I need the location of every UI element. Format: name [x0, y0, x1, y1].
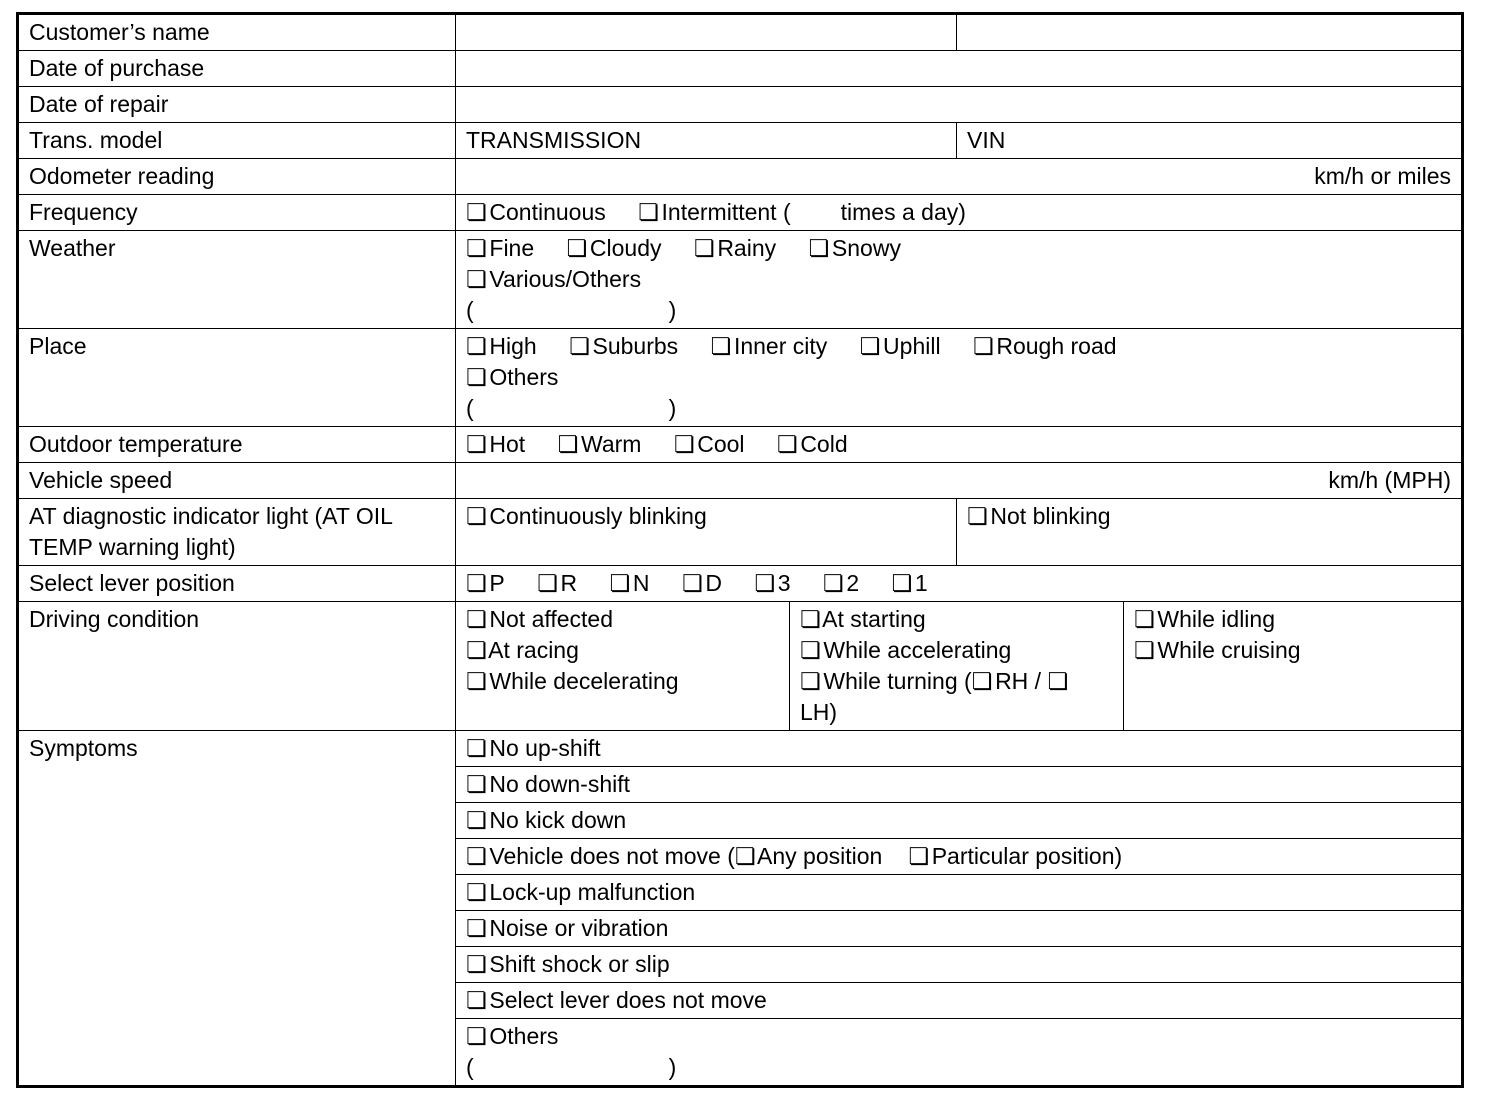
label-at-indicator: AT diagnostic indicator light (AT OIL TEMP warning light)	[18, 499, 456, 566]
row-place	[18, 329, 1463, 427]
option-cloudy[interactable]	[567, 235, 662, 261]
row-vehicle-speed	[18, 463, 1463, 499]
paren-close: )	[668, 395, 677, 421]
date-repair-field[interactable]	[456, 87, 1463, 123]
option-label: Others	[489, 364, 559, 390]
option-label: N	[632, 570, 650, 596]
option-label: Intermittent (	[661, 199, 791, 225]
checkbox-icon[interactable]: ❏	[466, 266, 487, 292]
option-at-racing[interactable]	[466, 635, 779, 666]
option-continuous[interactable]	[466, 199, 606, 225]
option-not-affected[interactable]	[466, 604, 779, 635]
checkbox-icon[interactable]: ❏	[673, 431, 695, 457]
checkbox-icon[interactable]: ❏	[693, 235, 715, 261]
checkbox-icon[interactable]: ❏	[908, 843, 929, 869]
option-label: Vehicle does not move (	[489, 843, 735, 869]
option-not-blinking[interactable]	[967, 503, 1111, 529]
option-intermittent[interactable]	[638, 199, 966, 225]
option-label: At racing	[488, 637, 579, 663]
checkbox-icon[interactable]: ❏	[808, 235, 830, 261]
row-at-indicator	[18, 499, 1463, 566]
checkbox-icon[interactable]: ❏	[466, 570, 487, 596]
option-label: Any position	[757, 843, 883, 869]
label-trans-model: Trans. model	[18, 123, 456, 159]
option-lever-1[interactable]	[892, 570, 928, 596]
label-symptoms: Symptoms	[18, 731, 456, 1087]
option-label: LH)	[800, 699, 838, 725]
row-date-repair	[18, 87, 1463, 123]
option-label: 2	[846, 570, 860, 596]
option-label: While idling	[1157, 606, 1275, 632]
option-label: Various/Others	[489, 266, 642, 292]
customer-name-field[interactable]	[456, 14, 957, 51]
label-date-purchase: Date of purchase	[18, 51, 456, 87]
row-weather	[18, 231, 1463, 329]
option-lever-d[interactable]	[682, 570, 722, 596]
worksheet-table	[16, 12, 1464, 1088]
checkbox-icon[interactable]: ❏	[710, 333, 732, 359]
option-rainy[interactable]	[694, 235, 776, 261]
label-driving-condition: Driving condition	[18, 602, 456, 731]
checkbox-icon[interactable]: ❏	[566, 235, 588, 261]
lever-options	[456, 566, 1463, 602]
option-label: Suburbs	[592, 333, 679, 359]
option-label: Not affected	[489, 606, 613, 632]
checkbox-icon[interactable]: ❏	[822, 570, 844, 596]
option-continuously-blinking[interactable]	[466, 503, 707, 529]
checkbox-icon[interactable]: ❏	[967, 503, 988, 529]
checkbox-icon[interactable]: ❏	[466, 503, 487, 529]
label-weather: Weather	[18, 231, 456, 329]
row-trans-model	[18, 123, 1463, 159]
option-others[interactable]	[466, 364, 558, 390]
option-at-starting[interactable]	[800, 604, 1113, 635]
vin-field[interactable]	[957, 123, 1463, 159]
paren-close: )	[668, 1054, 677, 1080]
diagnostic-worksheet	[16, 12, 1461, 1088]
option-while-idling[interactable]	[1134, 604, 1451, 635]
option-rough-road[interactable]	[973, 333, 1117, 359]
option-label: Cool	[697, 431, 745, 457]
temperature-options	[456, 427, 1463, 463]
option-lever-n[interactable]	[610, 570, 650, 596]
checkbox-icon[interactable]: ❏	[466, 1023, 487, 1049]
option-lever-not-move[interactable]	[456, 983, 1463, 1019]
place-options	[456, 329, 1463, 427]
checkbox-icon[interactable]: ❏	[609, 570, 631, 596]
option-label: While accelerating	[823, 637, 1012, 663]
checkbox-icon[interactable]: ❏	[1047, 668, 1069, 694]
option-hot[interactable]	[466, 431, 525, 457]
checkbox-icon[interactable]: ❏	[466, 333, 487, 359]
option-label: Fine	[489, 235, 535, 261]
checkbox-icon[interactable]: ❏	[466, 637, 487, 663]
checkbox-icon[interactable]: ❏	[1134, 637, 1155, 663]
option-label: times a day)	[840, 199, 966, 225]
vehicle-speed-field[interactable]	[456, 463, 1463, 499]
place-other-blank[interactable]	[466, 393, 1451, 424]
option-inner-city[interactable]	[711, 333, 828, 359]
option-label: Continuous	[489, 199, 606, 225]
symptom-other-blank[interactable]	[466, 1052, 1451, 1083]
paren-open: (	[466, 395, 474, 421]
checkbox-icon[interactable]: ❏	[859, 333, 881, 359]
option-while-decelerating[interactable]	[466, 666, 779, 697]
option-fine[interactable]	[466, 235, 534, 261]
option-label: High	[489, 333, 537, 359]
option-label: 3	[777, 570, 791, 596]
checkbox-icon[interactable]: ❏	[466, 606, 487, 632]
checkbox-icon[interactable]: ❏	[972, 333, 994, 359]
checkbox-icon[interactable]: ❏	[776, 431, 798, 457]
checkbox-icon[interactable]: ❏	[466, 879, 487, 905]
option-label: R	[560, 570, 578, 596]
driving-col-3	[1124, 602, 1463, 731]
label-frequency: Frequency	[18, 195, 456, 231]
checkbox-icon[interactable]: ❏	[466, 735, 487, 761]
option-label: While cruising	[1157, 637, 1301, 663]
option-lockup[interactable]	[456, 875, 1463, 911]
option-label: Others	[489, 1023, 559, 1049]
option-label: Inner city	[733, 333, 828, 359]
speed-unit: km/h (MPH)	[1328, 467, 1451, 493]
row-date-purchase	[18, 51, 1463, 87]
checkbox-icon[interactable]: ❏	[466, 843, 487, 869]
option-label: Cloudy	[589, 235, 662, 261]
option-label: Noise or vibration	[489, 915, 669, 941]
option-label: Hot	[489, 431, 526, 457]
option-label: Not blinking	[990, 503, 1111, 529]
option-while-turning[interactable]	[800, 666, 1113, 728]
option-label: 1	[914, 570, 928, 596]
checkbox-icon[interactable]: ❏	[466, 668, 487, 694]
checkbox-icon[interactable]: ❏	[1134, 606, 1155, 632]
option-label: D	[705, 570, 722, 596]
checkbox-icon[interactable]: ❏	[800, 668, 821, 694]
checkbox-icon[interactable]: ❏	[466, 431, 487, 457]
weather-other-blank[interactable]	[466, 295, 1451, 326]
label-odometer: Odometer reading	[18, 159, 456, 195]
option-label: Particular position)	[931, 843, 1123, 869]
option-no-upshift[interactable]	[456, 731, 1463, 767]
row-symptom-1	[18, 731, 1463, 767]
label-select-lever: Select lever position	[18, 566, 456, 602]
option-warm[interactable]	[558, 431, 642, 457]
indicator-option-cell-1	[456, 499, 957, 566]
option-label: No down-shift	[489, 771, 631, 797]
option-label: Shift shock or slip	[489, 951, 670, 977]
option-vehicle-no-move[interactable]	[456, 839, 1463, 875]
option-shift-shock[interactable]	[456, 947, 1463, 983]
option-lever-r[interactable]	[537, 570, 577, 596]
option-lever-p[interactable]	[466, 570, 505, 596]
row-driving-condition	[18, 602, 1463, 731]
date-purchase-field[interactable]	[456, 51, 1463, 87]
paren-close: )	[668, 297, 677, 323]
option-label: While decelerating	[489, 668, 679, 694]
option-label: Rough road	[996, 333, 1117, 359]
row-select-lever	[18, 566, 1463, 602]
option-while-accelerating[interactable]	[800, 635, 1113, 666]
checkbox-icon[interactable]: ❏	[734, 843, 756, 869]
checkbox-icon[interactable]: ❏	[638, 199, 659, 225]
option-label: Select lever does not move	[489, 987, 767, 1013]
label-outdoor-temperature: Outdoor temperature	[18, 427, 456, 463]
option-suburbs[interactable]	[569, 333, 678, 359]
checkbox-icon[interactable]: ❏	[466, 364, 487, 390]
label-date-repair: Date of repair	[18, 87, 456, 123]
checkbox-icon[interactable]: ❏	[466, 199, 487, 225]
driving-col-2	[790, 602, 1124, 731]
checkbox-icon[interactable]: ❏	[466, 987, 487, 1013]
option-label: Uphill	[883, 333, 941, 359]
paren-open: (	[466, 1054, 474, 1080]
transmission-label: TRANSMISSION	[466, 127, 642, 153]
checkbox-icon[interactable]: ❏	[800, 606, 821, 632]
option-label: Lock-up malfunction	[489, 879, 696, 905]
option-lever-3[interactable]	[754, 570, 790, 596]
option-symptom-others[interactable]	[456, 1019, 1463, 1087]
checkbox-icon[interactable]: ❏	[971, 668, 993, 694]
option-label: While turning (	[823, 668, 972, 694]
checkbox-icon[interactable]: ❏	[800, 637, 821, 663]
option-various[interactable]	[466, 266, 641, 292]
option-snowy[interactable]	[809, 235, 901, 261]
option-label: P	[489, 570, 505, 596]
row-outdoor-temperature	[18, 427, 1463, 463]
option-label: Warm	[580, 431, 642, 457]
checkbox-icon[interactable]: ❏	[891, 570, 913, 596]
checkbox-icon[interactable]: ❏	[754, 570, 775, 596]
option-label: Continuously blinking	[489, 503, 707, 529]
option-no-kickdown[interactable]	[456, 803, 1463, 839]
driving-col-1	[456, 602, 790, 731]
checkbox-icon[interactable]: ❏	[537, 570, 558, 596]
option-uphill[interactable]	[860, 333, 941, 359]
option-no-downshift[interactable]	[456, 767, 1463, 803]
checkbox-icon[interactable]: ❏	[466, 771, 487, 797]
option-high[interactable]	[466, 333, 537, 359]
option-while-cruising[interactable]	[1134, 635, 1451, 666]
label-place: Place	[18, 329, 456, 427]
paren-open: (	[466, 297, 474, 323]
option-label: RH /	[995, 668, 1042, 694]
option-label: No up-shift	[489, 735, 601, 761]
option-label: No kick down	[489, 807, 627, 833]
checkbox-icon[interactable]: ❏	[569, 333, 590, 359]
odometer-field[interactable]	[456, 159, 1463, 195]
checkbox-icon[interactable]: ❏	[466, 951, 487, 977]
odometer-unit: km/h or miles	[1314, 163, 1451, 189]
indicator-option-cell-2	[957, 499, 1463, 566]
checkbox-icon[interactable]: ❏	[466, 915, 487, 941]
checkbox-icon[interactable]: ❏	[466, 235, 487, 261]
weather-options	[456, 231, 1463, 329]
checkbox-icon[interactable]: ❏	[557, 431, 579, 457]
option-label: Snowy	[831, 235, 901, 261]
option-label: Cold	[800, 431, 848, 457]
vin-label: VIN	[967, 127, 1006, 153]
checkbox-icon[interactable]: ❏	[681, 570, 703, 596]
row-odometer	[18, 159, 1463, 195]
option-label: Rainy	[717, 235, 777, 261]
frequency-options	[456, 195, 1463, 231]
row-customer-name	[18, 14, 1463, 51]
checkbox-icon[interactable]: ❏	[466, 807, 487, 833]
option-lever-2[interactable]	[823, 570, 859, 596]
row-frequency	[18, 195, 1463, 231]
label-vehicle-speed: Vehicle speed	[18, 463, 456, 499]
option-cold[interactable]	[777, 431, 848, 457]
customer-name-field-2[interactable]	[957, 14, 1463, 51]
label-customer-name: Customer’s name	[18, 14, 456, 51]
transmission-field[interactable]	[456, 123, 957, 159]
option-noise[interactable]	[456, 911, 1463, 947]
option-label: At starting	[822, 606, 926, 632]
option-cool[interactable]	[674, 431, 745, 457]
